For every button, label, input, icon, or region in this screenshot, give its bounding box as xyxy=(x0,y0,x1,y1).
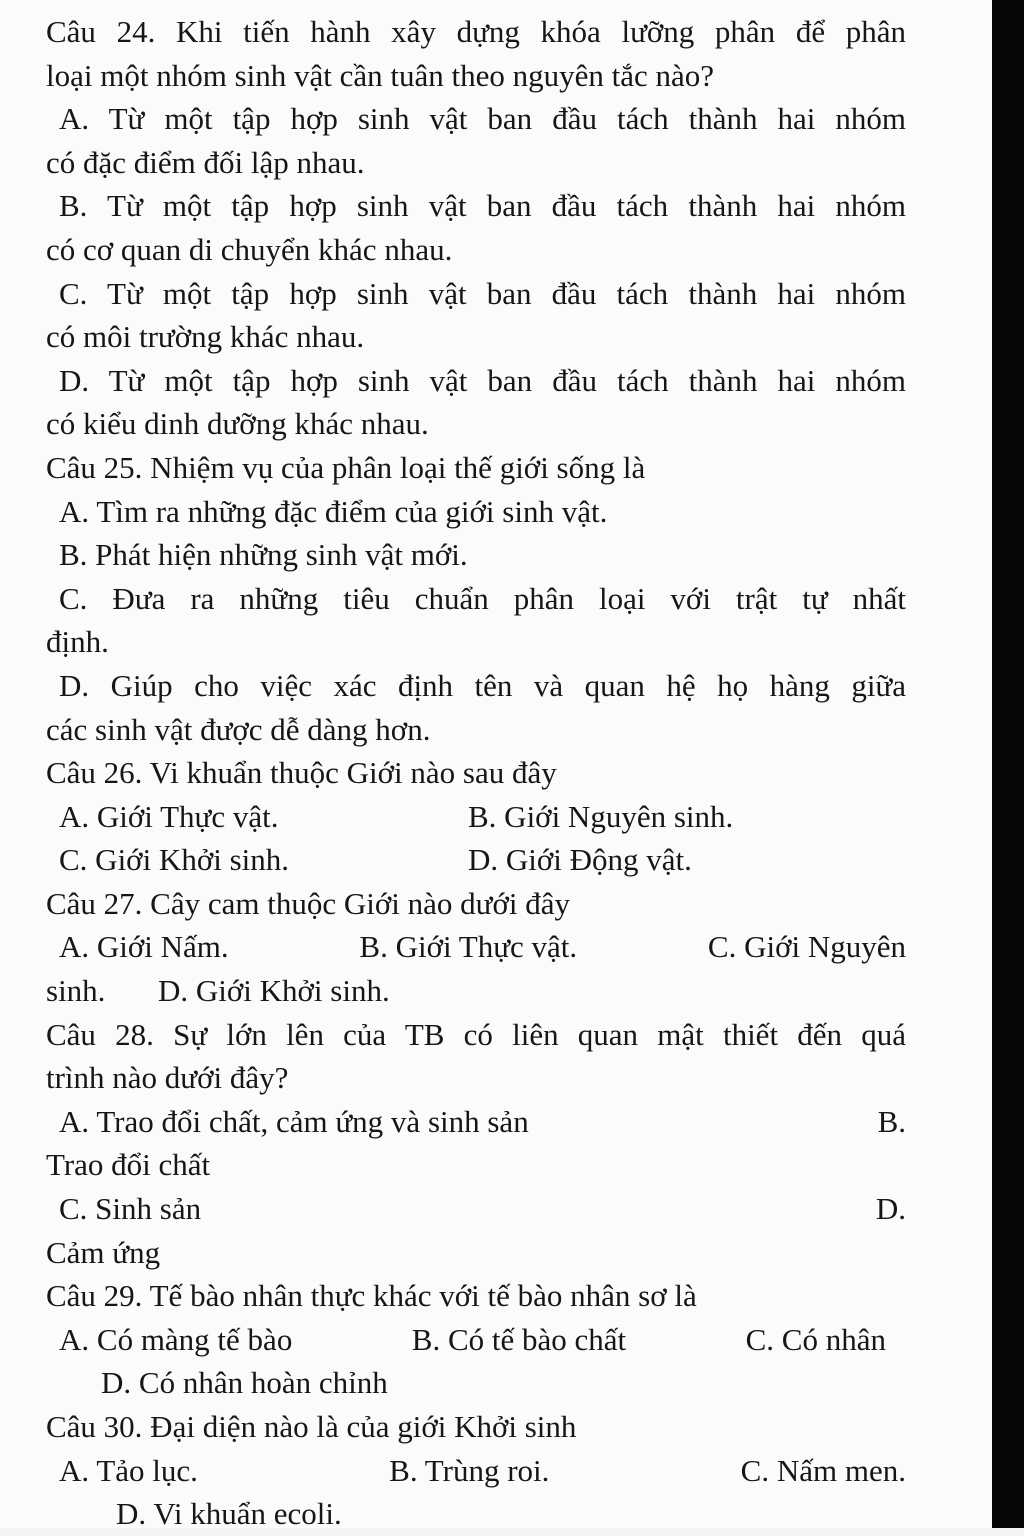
q24-option-b-line1: B. Từ một tập hợp sinh vật ban đầu tách thành hai nhóm xyxy=(59,188,906,224)
q24-stem-line1: Câu 24. Khi tiến hành xây dựng khóa lưỡng phân để phân xyxy=(46,14,906,49)
q26-option-d: D. Giới Động vật. xyxy=(468,842,692,878)
q30-option-c: C. Nấm men. xyxy=(740,1452,906,1488)
q27-option-a: A. Giới Nấm. xyxy=(59,929,229,965)
q24-option-b-line2: có cơ quan di chuyển khác nhau. xyxy=(46,231,453,267)
q24-option-a-line2: có đặc điểm đối lập nhau. xyxy=(46,144,365,180)
q24-option-d-line1: D. Từ một tập hợp sinh vật ban đầu tách thành hai nhóm xyxy=(59,362,906,398)
dark-page-edge xyxy=(992,0,1024,1528)
q30-stem: Câu 30. Đại diện nào là của giới Khởi sinh xyxy=(46,1409,577,1444)
q25-option-b: B. Phát hiện những sinh vật mới. xyxy=(59,537,468,573)
q28-option-a: A. Trao đổi chất, cảm ứng và sinh sản xyxy=(59,1103,529,1139)
q26-option-b: B. Giới Nguyên sinh. xyxy=(468,798,734,834)
q29-option-a: A. Có màng tế bào xyxy=(59,1321,293,1357)
q28-option-c: C. Sinh sản xyxy=(59,1191,202,1227)
q26-options-row1 xyxy=(46,795,906,839)
q28-option-b-letter: B. xyxy=(877,1103,906,1139)
q28-stem-line2: trình nào dưới đây? xyxy=(46,1060,289,1096)
q24-option-a-line1: A. Từ một tập hợp sinh vật ban đầu tách thành hai nhóm xyxy=(59,101,906,137)
q27-option-b: B. Giới Thực vật. xyxy=(359,929,578,965)
q25-option-d-line2: các sinh vật được dễ dàng hơn. xyxy=(46,711,431,747)
q29-options-row1 xyxy=(46,1318,906,1362)
q30-option-d: D. Vi khuẩn ecoli. xyxy=(116,1496,342,1532)
q26-option-c: C. Giới Khởi sinh. xyxy=(59,842,290,878)
quiz-text xyxy=(46,10,906,1536)
q29-option-c: C. Có nhân xyxy=(745,1321,886,1357)
q30-options-row1 xyxy=(46,1449,906,1493)
q28-stem-line1: Câu 28. Sự lớn lên của TB có liên quan mật thiết đến quá xyxy=(46,1016,906,1052)
q28-option-d-letter: D. xyxy=(875,1191,906,1227)
q28-options-row1 xyxy=(46,1100,906,1144)
q27-options-row2 xyxy=(46,969,906,1013)
q26-stem: Câu 26. Vi khuẩn thuộc Giới nào sau đây xyxy=(46,755,557,791)
q29-option-d: D. Có nhân hoàn chỉnh xyxy=(101,1365,388,1401)
q26-options-row2 xyxy=(46,838,906,882)
q25-option-c-line2: định. xyxy=(46,624,109,660)
q25-option-d-line1: D. Giúp cho việc xác định tên và quan hệ họ hàng giữa xyxy=(59,667,906,703)
q27-option-c-line1: C. Giới Nguyên xyxy=(707,929,906,965)
q24-option-d-line2: có kiểu dinh dưỡng khác nhau. xyxy=(46,406,429,442)
q27-option-c-line2: sinh. xyxy=(46,973,106,1009)
q24-option-c-line2: có môi trường khác nhau. xyxy=(46,319,365,355)
q27-option-d: D. Giới Khởi sinh. xyxy=(158,973,390,1009)
q24-option-c-line1: C. Từ một tập hợp sinh vật ban đầu tách thành hai nhóm xyxy=(59,275,906,311)
q27-stem: Câu 27. Cây cam thuộc Giới nào dưới đây xyxy=(46,885,570,921)
q30-option-a: A. Tảo lục. xyxy=(59,1452,198,1488)
q29-stem: Câu 29. Tế bào nhân thực khác với tế bào nhân sơ là xyxy=(46,1278,697,1314)
q30-option-b: B. Trùng roi. xyxy=(389,1452,550,1488)
q25-option-c-line1: C. Đưa ra những tiêu chuẩn phân loại với trật tự nhất xyxy=(59,580,906,616)
q24-stem-line2: loại một nhóm sinh vật cần tuân theo nguyên tắc nào? xyxy=(46,57,715,93)
q25-option-a: A. Tìm ra những đặc điểm của giới sinh vật. xyxy=(59,493,608,529)
q27-options-row1 xyxy=(46,925,906,969)
q25-stem: Câu 25. Nhiệm vụ của phân loại thế giới sống là xyxy=(46,449,646,485)
q28-options-row2 xyxy=(46,1187,906,1231)
q26-option-a: A. Giới Thực vật. xyxy=(59,798,279,834)
q28-option-d-text: Cảm ứng xyxy=(46,1234,161,1270)
q29-option-b: B. Có tế bào chất xyxy=(411,1321,627,1357)
q28-option-b-text: Trao đổi chất xyxy=(46,1147,211,1183)
